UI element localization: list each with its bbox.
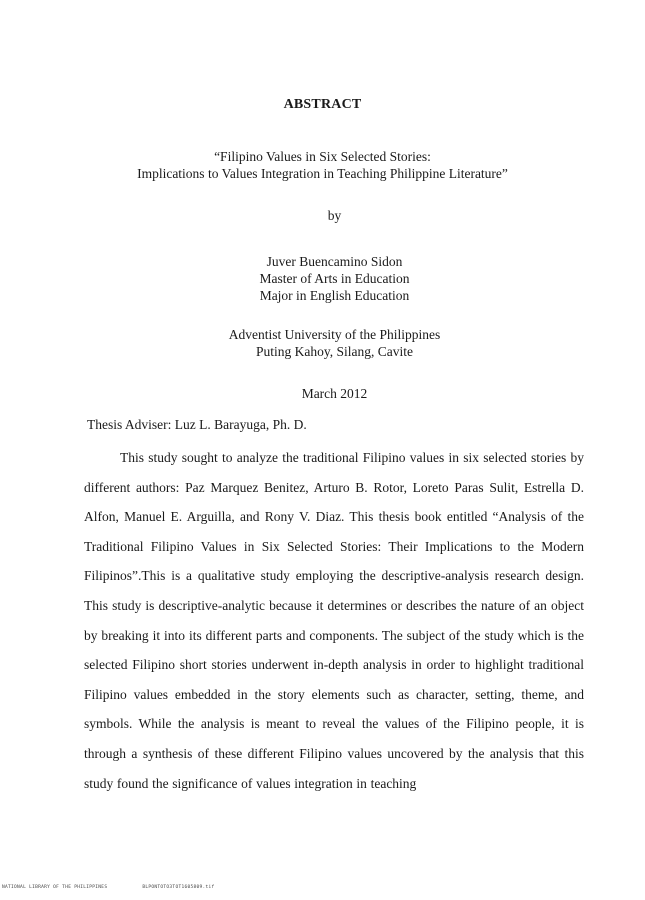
author-name: Juver Buencamino Sidon — [266, 254, 403, 269]
author-block — [12, 253, 645, 304]
footer-file-id: BLPONTOTO3TOT1605809.tif — [142, 885, 215, 890]
by-label: by — [327, 208, 342, 223]
university-block — [12, 326, 645, 360]
abstract-heading: ABSTRACT — [283, 97, 362, 112]
university-name: Adventist University of the Philippines — [228, 327, 441, 342]
footer-library: NATIONAL LIBRARY OF THE PHILIPPINES — [2, 885, 108, 890]
thesis-date: March 2012 — [301, 386, 368, 401]
author-major: Major in English Education — [259, 288, 410, 303]
abstract-body: This study sought to analyze the traditional Filipino values in six selected stories by different authors: Paz Marquez Benitez, Arturo B. Rotor, Loreto Paras Sulit, Estrella D. Alfon, Manuel E. Arguilla, and Rony V. Diaz. This thesis book entitled “Analysis of the Traditional Filipino Values in Six Selected Stories: Their Implications to the Modern Filipinos”.This is a qualitative study employing the descriptive-analysis research design. This study is descriptive-analytic because it determines or describes the nature of an object by breaking it into its different parts and components. The subject of the study which is the selected Filipino short stories underwent in-depth analysis in order to highlight traditional Filipino values embedded in the story elements such as character, setting, theme, and symbols. While the analysis is meant to reveal the values of the Filipino people, it is through a synthesis of these different Filipino values uncovered by the analysis that this study found the significance of values integration in teaching — [84, 450, 584, 791]
thesis-title-line-2: Implications to Values Integration in Teaching Philippine Literature” — [137, 166, 508, 181]
scan-footer — [2, 885, 247, 890]
author-degree: Master of Arts in Education — [259, 271, 410, 286]
thesis-title — [0, 148, 645, 182]
thesis-adviser: Thesis Adviser: Luz L. Barayuga, Ph. D. — [87, 417, 307, 432]
thesis-title-line-1: “Filipino Values in Six Selected Stories: — [214, 149, 431, 164]
university-location: Puting Kahoy, Silang, Cavite — [256, 344, 413, 359]
